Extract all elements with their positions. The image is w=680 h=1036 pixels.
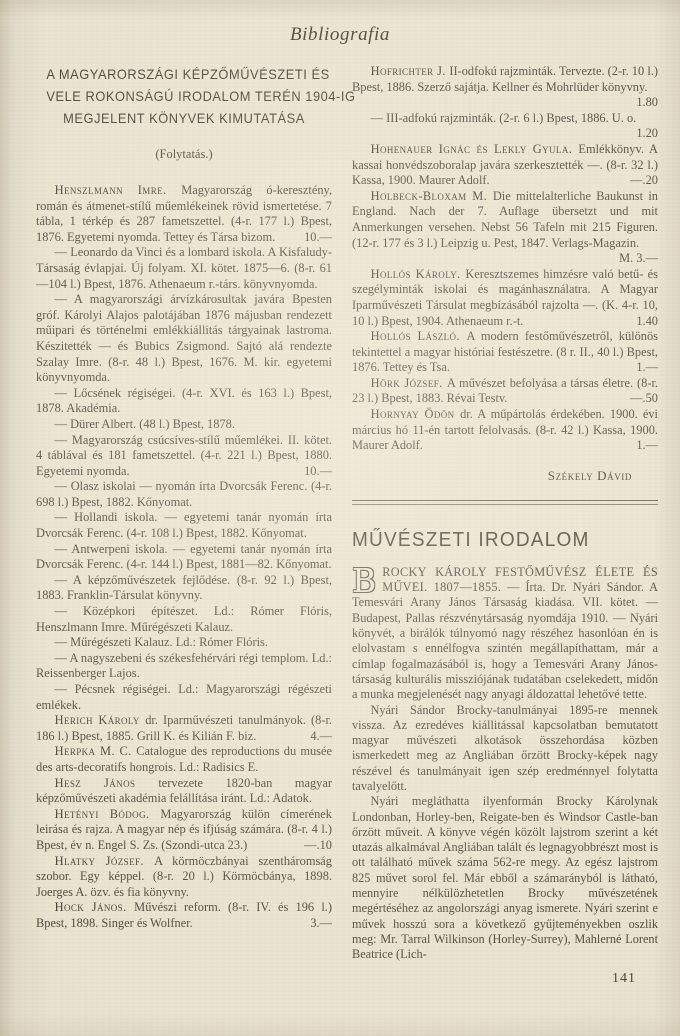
title-line: MEGJELENT KÖNYVEK KIMUTATÁSA bbox=[63, 111, 305, 126]
entry-text: A modern festőművészetről, különös tekintettel a magyar históriai festészetre. (8 r. II., 40 l.) Bpest, 1876. Tettey és Tsa. bbox=[352, 329, 658, 375]
entry-author: Hetényi Bódog. bbox=[54, 806, 161, 821]
entry-price: M. 3.— bbox=[619, 251, 658, 266]
page-number: 141 bbox=[612, 970, 636, 986]
entry-text: tervezete 1820-ban magyar képzőművészeti akadémia felállítása iránt. Ld.: Adatok. bbox=[36, 775, 332, 806]
entry-text: — Pécsnek régiségei. Ld.: Magyarországi régészeti emlékek. bbox=[36, 682, 332, 712]
article-paragraph bbox=[352, 560, 659, 703]
bib-entry bbox=[352, 407, 658, 454]
entry-author: Hock János. bbox=[54, 900, 135, 915]
entry-text: — III-adfokú rajzminták. (2-r. 6 l.) Bpest, 1886. U. o. bbox=[370, 110, 637, 125]
entry-price: —.10 bbox=[304, 837, 332, 852]
article bbox=[352, 560, 659, 963]
section-heading: MŰVÉSZETI IRODALOM bbox=[352, 528, 590, 551]
dropcap-letter: B bbox=[352, 560, 377, 600]
article-lead: ROCKY KÁROLY FESTŐMŰVÉSZ ÉLETE ÉS MŰVEI. 1807—1855. bbox=[382, 564, 658, 595]
entry-author: Herpka M. C. bbox=[54, 744, 137, 759]
entry-text: — Hollandi iskola. — egyetemi tanár nyomán írta Dvorcsák Ferenc. (4-r. 108 l.) Bpest, 1882. Kőnyomat. bbox=[36, 510, 332, 541]
bib-entry bbox=[352, 64, 658, 111]
left-column bbox=[36, 60, 356, 932]
title-line: VELE ROKONSÁGÚ IRODALOM TERÉN 1904-IG bbox=[46, 89, 356, 104]
article-paragraphs bbox=[352, 703, 658, 963]
entry-text: II-odfokú rajzminták. Tervezte. (2-r. 10 l.) Bpest, 1886. Szerző sajátja. Kellner és Mohrlüder könyvny. bbox=[352, 64, 658, 94]
entry-text: — Lőcsének régiségei. (4-r. XVI. és 163 l.) Bpest, 1878. Akadémia. bbox=[36, 385, 332, 416]
bib-entry bbox=[36, 479, 332, 510]
entry-text: Die mittelalterliche Baukunst in England. Nach der 7. Auflage übersetzt und mit Anmerkungen versehen. Nebst 56 Tafeln mit 215 Figuren. (12-r. 177 és 3 l.) Leipzig u. Pest, 1847. Verlags-Magazin. bbox=[352, 188, 658, 250]
section-divider bbox=[352, 500, 658, 505]
bib-entry bbox=[352, 376, 658, 407]
bib-entry bbox=[36, 573, 332, 604]
bib-entry bbox=[36, 433, 332, 480]
bib-entry bbox=[352, 111, 658, 142]
bib-entry bbox=[36, 417, 332, 433]
entry-text: Emlékkönyv. A kassai honvédszoboralap javára szerkesztették —. (8-r. 32 l.) Kassa, 1900. Maurer Adolf. bbox=[352, 141, 658, 188]
entry-text: — A képzőművészetek fejlődése. (8-r. 92 l.) Bpest, 1883. Franklin-Társulat könyvny. bbox=[36, 572, 332, 603]
entry-text: Magyarország külön címerének leirása és rajza. A magyar nép és ifjúság számára. (8-r. 4 l.) Bpest, év n. Engel S. Zs. (Szondi-utca 23.) bbox=[36, 806, 332, 852]
entry-author: Hornyay Ödön bbox=[370, 407, 461, 422]
title-line: A MAGYARORSZÁGI KÉPZŐMŰVÉSZETI ÉS bbox=[46, 67, 330, 82]
entry-text: dr. Iparművészeti tanulmányok. (8-r. 186 l.) Bpest, 1885. Grill K. és Kilián F. biz. bbox=[36, 713, 332, 743]
right-bibliography-list bbox=[352, 64, 658, 454]
entry-author: Hollós László. bbox=[370, 329, 467, 344]
right-column bbox=[352, 64, 658, 987]
bib-entry bbox=[36, 183, 332, 245]
left-bibliography-list bbox=[36, 183, 332, 932]
bib-entry bbox=[36, 744, 332, 775]
left-column-title bbox=[46, 64, 356, 130]
bib-entry bbox=[352, 267, 658, 329]
signature: Székely Dávid bbox=[547, 467, 632, 483]
bib-entry bbox=[352, 142, 658, 189]
bib-entry bbox=[36, 900, 332, 931]
bib-entry bbox=[352, 329, 658, 376]
entry-author: Hörk József. bbox=[370, 375, 447, 390]
entry-text: — A nagyszebeni és székesfehérvári régi templom. Ld.: Reissenberger Lajos. bbox=[36, 650, 332, 681]
entry-price: 1.40 bbox=[636, 313, 658, 328]
bib-entry bbox=[36, 542, 332, 573]
entry-price: 1.20 bbox=[636, 126, 658, 141]
bib-entry bbox=[36, 604, 332, 635]
entry-author: Holbeck-Bloxam M. bbox=[370, 188, 493, 203]
entry-text: A körmöczbányai szentháromság szobor. Egy képpel. (8-r. 20 l.) Körmöcbánya, 1898. Joerges A. özv. és fia könyvny. bbox=[36, 853, 332, 899]
entry-author: Herich Károly bbox=[54, 713, 146, 728]
bib-entry bbox=[36, 386, 332, 417]
bib-entry bbox=[352, 189, 658, 267]
entry-price: 4.— bbox=[310, 728, 332, 743]
entry-text: Catalogue des reproductions du musée des arts-decoratifs hongrois. Ld.: Radisics E. bbox=[36, 744, 332, 774]
article-text: — Írta. Dr. Nyári Sándor. A Temesvári Arany János Társaság kiadása. VII. kötet. — Budapest, Pallas részvénytársaság nyomdája 1910. — Nyári könyvét, a birálók túlnyomó nagy részéhez hasonlóan én is elolvastam s ennélfogva szintén megállapíthattam, már a címlap fogalmazásából is, hogy a Temesvári Arany János-társaság kulturális missziójának tudatában cselekedett, midőn a munka megjelenését nagy anyagi áldozattal lehetővé tette. bbox=[352, 580, 659, 702]
entry-price: 3.— bbox=[310, 915, 332, 930]
bib-entry bbox=[36, 635, 332, 651]
article-paragraph: Nyári Sándor Brocky-tanulmányai 1895-re mennek vissza. Az ezredéves kiállitással kapcsolatban bemutatott magyar művészeti alkotások összehordása közben ismerkedett meg az Angliában őrzött Brocky-képek nagy részével és tanulmányait igen szép eredménnyel folytatta tavalyelőtt. bbox=[352, 702, 658, 793]
entry-author: Hesz János bbox=[54, 775, 159, 790]
bib-entry bbox=[36, 854, 332, 901]
entry-price: —.20 bbox=[630, 173, 658, 188]
entry-text: — Olasz iskolai — nyomán írta Dvorcsák Ferenc. (4-r. 698 l.) Bpest, 1882. Kőnyomat. bbox=[36, 479, 332, 509]
entry-author: Hohenauer Ignác és Lekly Gyula. bbox=[370, 141, 579, 156]
entry-text: Művészi reform. (8-r. IV. és 196 l.) Bpest, 1898. Singer és Wolfner. bbox=[36, 900, 332, 930]
entry-author: Hofrichter J. bbox=[370, 64, 450, 78]
article-paragraph: Nyári megláthatta ilyenformán Brocky Károlynak Londonban, Horley-ben, Reigate-ben és Windsor Castle-ban őrzött műveit. A könyve végén közölt lajstrom szerint a két utazás alkalmával Angliában talált és legnagyobbrészt most is ott található művek száma 562-re megy. Az egész lajstrom 825 művet sorol fel. Már ebből a számarányból is látható, mennyire nélkülözhetetlen Brocky művészetének megértéséhez az angolországi anyag ismerete. Nyári szerint e művek hosszú sora a következő gyűjteményekben oszlik meg: Mr. Tarral Wilkinson (Horley-Surrey), Mahlerné Lorent Beatrice (Lich- bbox=[352, 794, 658, 962]
entry-text: dr. A műpártolás érdekében. 1900. évi március hó 11-én tartott felolvasás. (8-r. 42 l.) Kassa, 1900. Maurer Adolf. bbox=[352, 407, 658, 453]
entry-price: 10.— bbox=[304, 463, 332, 478]
bib-entry bbox=[36, 245, 332, 292]
entry-price: 1.— bbox=[636, 360, 658, 375]
bib-entry bbox=[36, 713, 332, 744]
entry-text: — Magyarország csúcsíves-stílű műemlékei. II. kötet. 4 táblával és 181 fametszettel. (4-r. 221 l.) Bpest, 1880. Egyetemi nyomda. bbox=[36, 432, 332, 478]
entry-text: — Leonardo da Vinci és a lombard iskola. A Kisfaludy-Társaság évlapjai. Új folyam. XI. kötet. 1875—6. (8-r. 61—104 l.) Bpest, 1876. Athenaeum r.-társ. könyvnyomda. bbox=[36, 245, 332, 291]
entry-price: 1.80 bbox=[636, 95, 658, 110]
entry-text: — A magyarországi árvízkárosultak javára Bpesten gróf. Károlyi Alajos palotájában 1876 májusban rendezett műipari és történelmi emlékkiállitás tárgyainak lastroma. Készitették — és Bubics Zsigmond. Sajtó alá rendezte Szalay Imre. (8-r. 48 l.) Bpest, 1676. M. kir. egyetemi könyvnyomda. bbox=[36, 292, 332, 385]
bib-entry bbox=[36, 807, 332, 854]
continuation-note: (Folytatás.) bbox=[155, 147, 213, 161]
entry-text: — Középkori építészet. Ld.: Rómer Flóris, Henszlmann Imre. Műrégészeti Kalauz. bbox=[36, 604, 332, 634]
entry-text: Magyarország ó-keresztény, román és átmenet-stílű műemlékeinek rövid ismertetése. 7 tábla, 1 térkép és 287 fametszettel. (4-r. 177 l.) Bpest, 1876. Egyetemi nyomda. Tettey és Társa bizom. bbox=[36, 183, 332, 244]
entry-author: Henszlmann Imre. bbox=[54, 183, 182, 197]
entry-price: 1.— bbox=[636, 438, 658, 453]
entry-price: —.50 bbox=[630, 391, 658, 406]
entry-text: A művészet befolyása a társas életre. (8-r. 23 l.) Bpest, 1883. Révai Testv. bbox=[352, 375, 658, 406]
bib-entry bbox=[36, 651, 332, 682]
entry-text: — Antwerpeni iskola. — egyetemi tanár nyomán írta Dvorcsák Ferenc. (4-r. 144 l.) Bpest, 1881—82. Kőnyomat. bbox=[36, 541, 332, 572]
entry-text: — Dürer Albert. (48 l.) Bpest, 1878. bbox=[54, 416, 235, 431]
running-head: Bibliografia bbox=[289, 24, 391, 45]
bib-entry bbox=[36, 776, 332, 807]
bib-entry bbox=[36, 682, 332, 713]
entry-price: 10.— bbox=[304, 229, 332, 244]
bib-entry bbox=[36, 292, 332, 386]
bib-entry bbox=[36, 510, 332, 541]
entry-text: Keresztszemes himzésre való betű- és szegélyminták iskolai és magánhasználatra. A Magyar Iparművészeti Társulat megbízásából rajzolta —. (K. 4-r. 10, 10 l.) Bpest, 1904. Athenaeum r.-t. bbox=[352, 266, 658, 328]
entry-author: Hlatky József. bbox=[54, 853, 155, 868]
entry-text: — Műrégészeti Kalauz. Ld.: Rómer Flóris. bbox=[54, 635, 268, 650]
entry-author: Hollós Károly. bbox=[370, 266, 466, 281]
